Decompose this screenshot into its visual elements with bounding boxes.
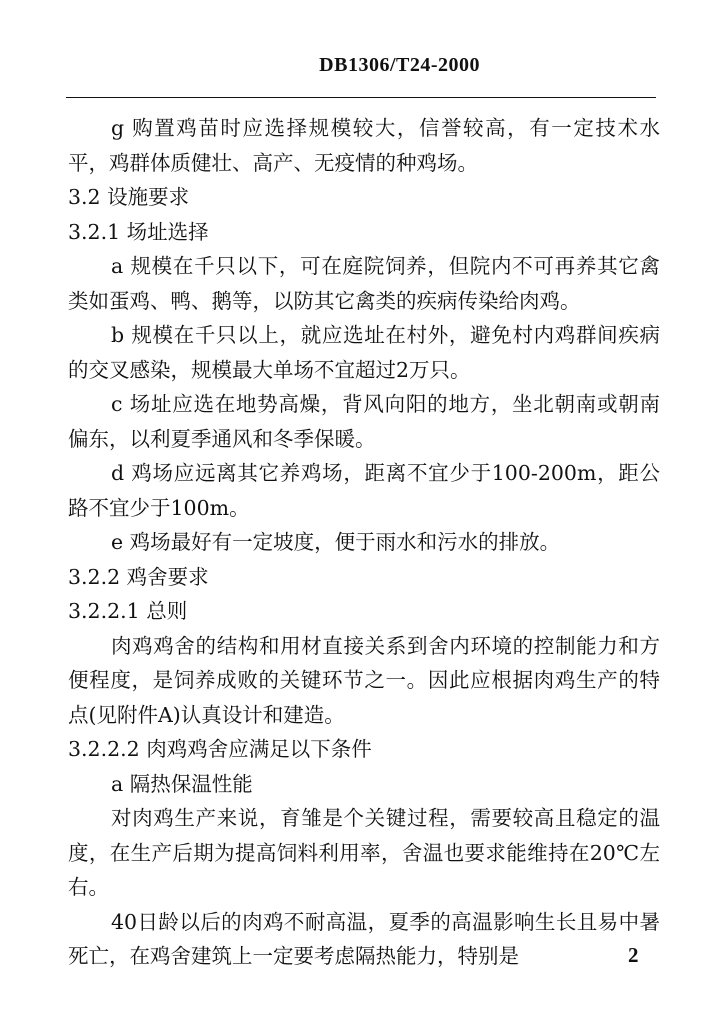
paragraph-e-site: e 鸡场最好有一定坡度，便于雨水和污水的排放。 bbox=[111, 530, 561, 554]
section-heading-3-2-2: 3.2.2 鸡舍要求 bbox=[68, 564, 209, 589]
section-heading-3-2: 3.2 设施要求 bbox=[68, 185, 190, 209]
document-code-header: DB1306/T24-2000 bbox=[319, 54, 480, 76]
page-number: 2 bbox=[628, 943, 639, 967]
paragraph-g-chick-purchase: g 购置鸡苗时应选择规模较大，信誉较高，有一定技术水平，鸡群体质健壮、高产、无疫情的种鸡场。 bbox=[68, 116, 660, 175]
paragraph-b-site: b 规模在千只以上，就应选址在村外，避免村内鸡群间疾病的交叉感染，规模最大单场不宜超过2万只。 bbox=[68, 323, 660, 382]
header-rule bbox=[66, 97, 656, 98]
paragraph-brooding: 对肉鸡生产来说，育雏是个关键过程，需要较高且稳定的温度，在生产后期为提高饲料利用率，舍温也要求能维持在20℃左右。 bbox=[68, 806, 660, 899]
section-heading-3-2-1: 3.2.1 场址选择 bbox=[68, 219, 209, 244]
paragraph-general: 肉鸡鸡舍的结构和用材直接关系到舍内环境的控制能力和方便程度，是饲养成败的关键环节之一。因此应根据肉鸡生产的特点(见附件A)认真设计和建造。 bbox=[68, 633, 660, 727]
paragraph-a-site: a 规模在千只以下，可在庭院饲养，但院内不可再养其它禽类如蛋鸡、鸭、鹅等，以防其它禽类的疾病传染给肉鸡。 bbox=[68, 254, 660, 313]
section-heading-3-2-2-1: 3.2.2.1 总则 bbox=[68, 599, 188, 623]
paragraph-heat-stress: 40日龄以后的肉鸡不耐高温，夏季的高温影响生长且易中暑死亡，在鸡舍建筑上一定要考虑隔热能力，特别是 bbox=[68, 909, 660, 968]
section-heading-3-2-2-2: 3.2.2.2 肉鸡鸡舍应满足以下条件 bbox=[68, 737, 372, 761]
body-text bbox=[68, 111, 660, 974]
paragraph-c-site: c 场址应选在地势高燥，背风向阳的地方，坐北朝南或朝南偏东，以利夏季通风和冬季保暖。 bbox=[68, 392, 660, 451]
paragraph-d-site: d 鸡场应远离其它养鸡场，距离不宜少于100-200m，距公路不宜少于100m。 bbox=[68, 461, 660, 520]
paragraph-a-insulation-heading: a 隔热保温性能 bbox=[111, 771, 253, 796]
